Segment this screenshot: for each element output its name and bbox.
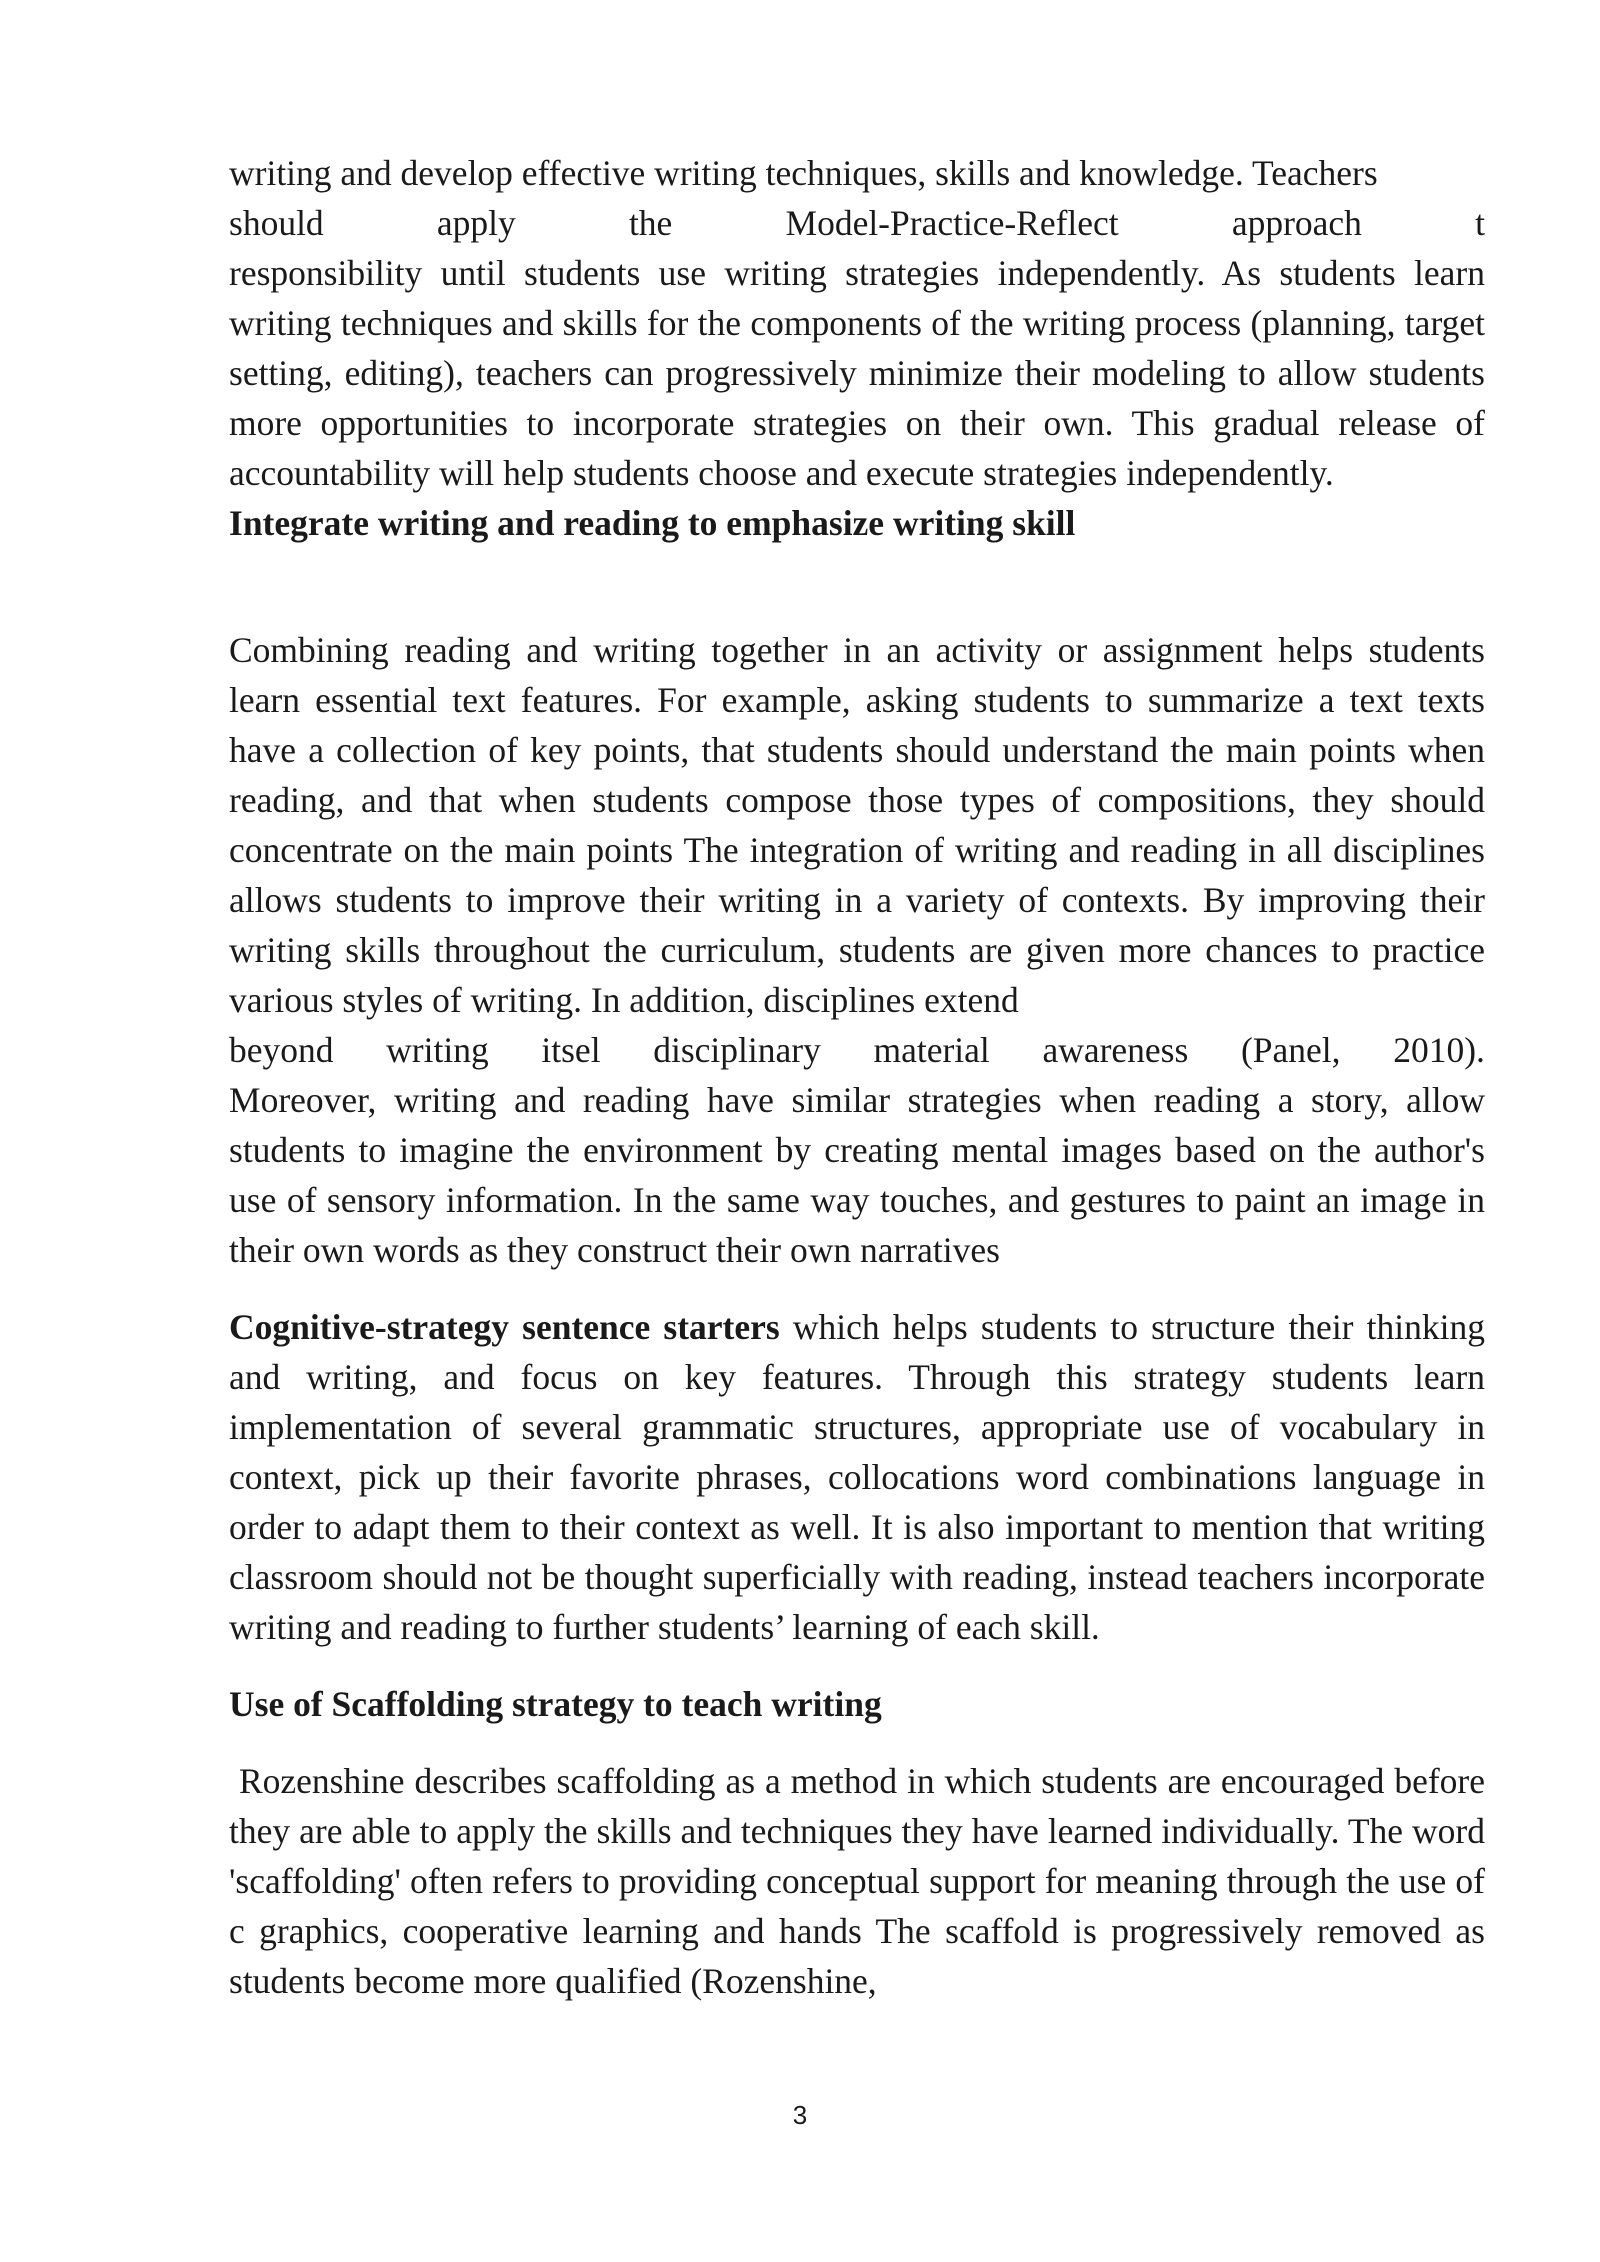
paragraph-1-justified-line: [229, 198, 1485, 248]
paragraph-3-lead: Cognitive-strategy sentence starters: [229, 1307, 780, 1347]
paragraph-1: [229, 148, 1485, 198]
spacer: [229, 1652, 1485, 1679]
spacer: [229, 548, 1485, 625]
paragraph-2: Combining reading and writing together in an activity or assignment helps students learn essential text features. For example, asking students to summarize a text texts have a collection of key points, that students should understand the main points when reading, and that when students compose those types of compositions, they should concentrate on the main points The integration of writing and reading in all disciplines allows students to improve their writing in a variety of contexts. By improving their writing skills throughout the curriculum, students are given more chances to practice various styles of writing. In addition, disciplines extend: [229, 630, 1485, 1020]
word: writing: [386, 1030, 489, 1070]
heading-scaffolding-strategy: Use of Scaffolding strategy to teach writing: [229, 1684, 882, 1724]
spacer: [229, 1275, 1485, 1302]
word: beyond: [229, 1030, 334, 1070]
word: (Panel,: [1240, 1030, 1341, 1070]
word: itsel: [541, 1030, 601, 1070]
document-body: [229, 148, 1494, 2006]
paragraph-1-line-1: writing and develop effective writing techniques, skills and knowledge. Teachers: [229, 153, 1378, 193]
word: Model-Practice-Reflect: [785, 203, 1119, 243]
paragraph-2-justified-line: [229, 1025, 1485, 1075]
word: t: [1475, 203, 1485, 243]
word: apply: [436, 203, 516, 243]
heading-integrate-writing-reading: Integrate writing and reading to emphasize writing skill: [229, 503, 1076, 543]
word: approach: [1231, 203, 1362, 243]
spacer: [229, 1729, 1485, 1756]
page-number: 3: [792, 2100, 808, 2130]
paragraph-2-continued: Moreover, writing and reading have similar strategies when reading a story, allow students to imagine the environment by creating mental images based on the author's use of sensory information. In the same way touches, and gestures to paint an image in their own words as they construct their own narratives: [229, 1080, 1485, 1270]
word: material: [873, 1030, 990, 1070]
word: disciplinary: [653, 1030, 821, 1070]
paragraph-3-body: which helps students to structure their thinking and writing, and focus on key features. Through this strategy students learn implementation of several grammatic structures, appropriate use of vocabulary in context, pick up their favorite phrases, collocations word combinations language in order to adapt them to their context as well. It is also important to mention that writing classroom should not be thought superficially with reading, instead teachers incorporate writing and reading to further students’ learning of each skill.: [229, 1307, 1485, 1647]
word: should: [229, 203, 324, 243]
word: awareness: [1042, 1030, 1189, 1070]
word: the: [628, 203, 673, 243]
word: 2010).: [1393, 1030, 1485, 1070]
paragraph-1-continued: responsibility until students use writing strategies independently. As students learn writing techniques and skills for the components of the writing process (planning, target setting, editing), teachers can progressively minimize their modeling to allow students more opportunities to incorporate strategies on their own. This gradual release of accountability will help students choose and execute strategies independently.: [229, 253, 1485, 493]
paragraph-4: Rozenshine describes scaffolding as a method in which students are encouraged before they are able to apply the skills and techniques they have learned individually. The word 'scaffolding' often refers to providing conceptual support for meaning through the use of c graphics, cooperative learning and hands The scaffold is progressively removed as students become more qualified (Rozenshine,: [229, 1761, 1494, 2001]
paragraph-3: [229, 1302, 1485, 1652]
